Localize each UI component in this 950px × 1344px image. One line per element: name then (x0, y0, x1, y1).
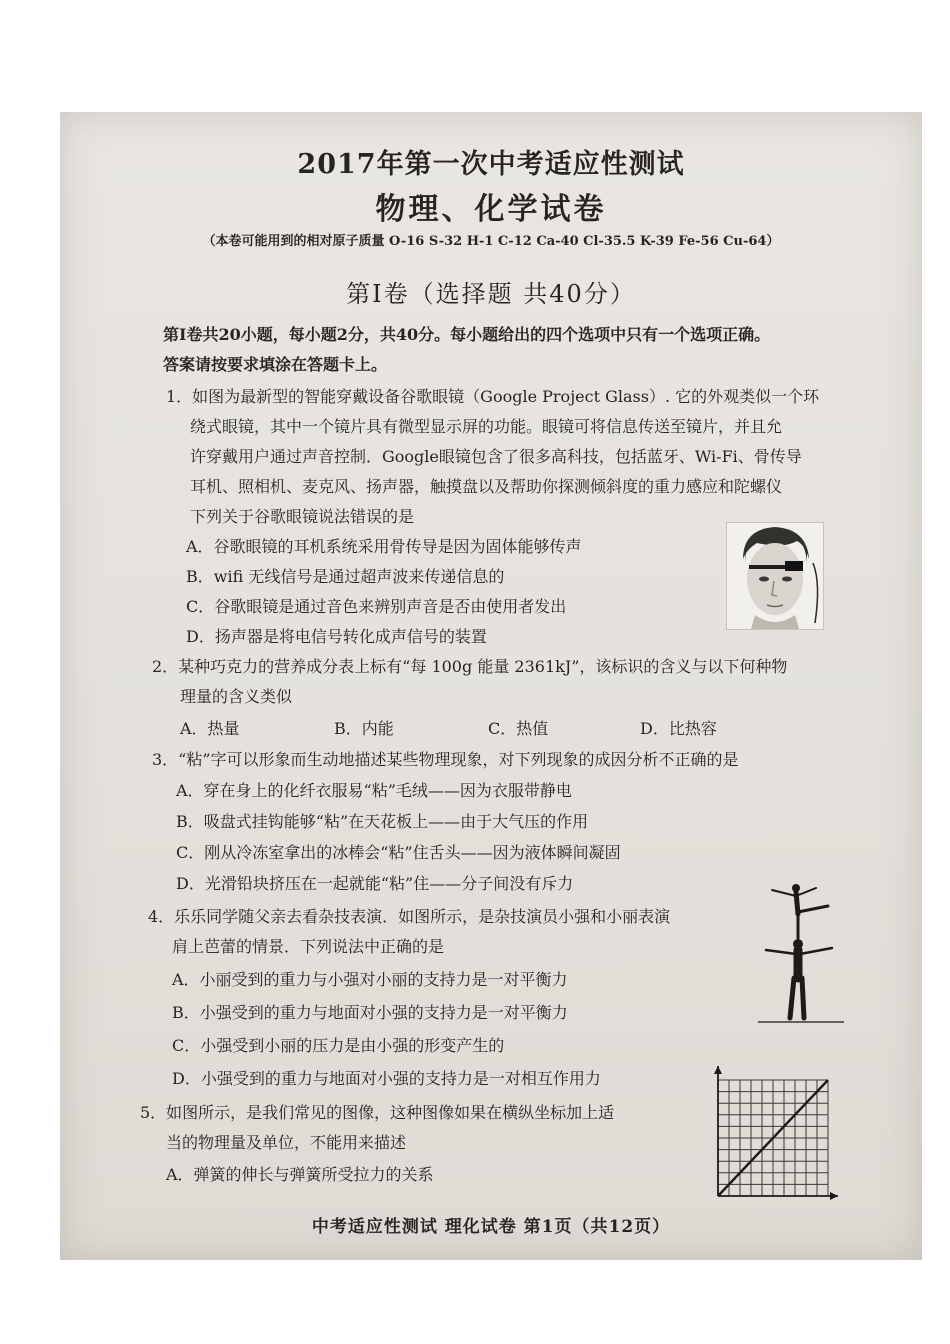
q3-stem: 3．“粘”字可以形象而生动地描述某些物理现象，对下列现象的成因分析不正确的是 (152, 750, 739, 769)
q4-option-a: A．小丽受到的重力与小强对小丽的支持力是一对平衡力 (172, 970, 568, 989)
q1-option-b: B．wifi 无线信号是通过超声波来传递信息的 (186, 567, 505, 586)
q1-stem-line: 下列关于谷歌眼镜说法错误的是 (190, 507, 415, 526)
page-footer: 中考适应性测试 理化试卷 第1页（共12页） (311, 1217, 671, 1237)
part-heading: 第Ⅰ卷（选择题 共40分） (346, 280, 636, 308)
q5-stem-line: 5．如图所示，是我们常见的图像，这种图像如果在横纵坐标加上适 (140, 1103, 615, 1122)
q4-option-c: C．小强受到小丽的压力是由小强的形变产生的 (172, 1036, 505, 1055)
q5-option-a: A．弹簧的伸长与弹簧所受拉力的关系 (166, 1165, 434, 1184)
q2-stem-line: 理量的含义类似 (180, 687, 293, 706)
q4-option-d: D．小强受到的重力与地面对小强的支持力是一对相互作用力 (172, 1069, 601, 1088)
q5-stem-line: 当的物理量及单位，不能用来描述 (166, 1133, 407, 1152)
exam-paper (60, 112, 922, 1260)
q4-stem-line: 肩上芭蕾的情景．下列说法中正确的是 (172, 937, 445, 956)
q3-option-b: B．吸盘式挂钩能够“粘”在天花板上——由于大气压的作用 (176, 812, 589, 831)
exam-subtitle: 物理、化学试卷 (375, 192, 607, 227)
google-glass-photo (726, 522, 824, 630)
q1-option-c: C．谷歌眼镜是通过音色来辨别声音是否由使用者发出 (186, 597, 567, 616)
q2-stem-line: 2．某种巧克力的营养成分表上标有“每 100g 能量 2361kJ”，该标识的含义与以下何种物 (152, 657, 788, 676)
q1-stem-line: 耳机、照相机、麦克风、扬声器，触摸盘以及帮助你探测倾斜度的重力感应和陀螺仪 (190, 477, 783, 496)
q1-option-d: D．扬声器是将电信号转化成声信号的装置 (186, 627, 487, 646)
acrobats-illustration (758, 880, 848, 1028)
instruction-line: 第Ⅰ卷共20小题，每小题2分，共40分。每小题给出的四个选项中只有一个选项正确。 (163, 325, 771, 344)
q1-stem-line: 绕式眼镜，其中一个镜片具有微型显示屏的功能。眼镜可将信息传送至镜片，并且允 (190, 417, 783, 436)
q3-option-c: C．刚从冷冻室拿出的冰棒会“粘”住舌头——因为液体瞬间凝固 (176, 843, 621, 862)
q4-option-b: B．小强受到的重力与地面对小强的支持力是一对平衡力 (172, 1003, 568, 1022)
exam-title: 2017年第一次中考适应性测试 (297, 149, 685, 180)
q2-option-a: A．热量 (180, 719, 240, 738)
instruction-line: 答案请按要求填涂在答题卡上。 (163, 355, 388, 374)
q1-option-a: A．谷歌眼镜的耳机系统采用骨传导是因为固体能够传声 (186, 537, 582, 556)
q2-option-d: D．比热容 (640, 719, 717, 738)
q1-stem-line: 许穿戴用户通过声音控制．Google眼镜包含了很多高科技，包括蓝牙、Wi-Fi、骨传导 (190, 447, 802, 466)
q2-option-c: C．热值 (488, 719, 549, 738)
linear-graph-figure (710, 1062, 842, 1204)
q3-option-a: A．穿在身上的化纤衣服易“粘”毛绒——因为衣服带静电 (176, 781, 572, 800)
q4-stem-line: 4．乐乐同学随父亲去看杂技表演．如图所示，是杂技演员小强和小丽表演 (148, 907, 671, 926)
q3-option-d: D．光滑铅块挤压在一起就能“粘”住——分子间没有斥力 (176, 874, 574, 893)
atomic-mass-note: （本卷可能用到的相对原子质量 O-16 S-32 H-1 C-12 Ca-40 Cl-35.5 K-39 Fe-56 Cu-64） (202, 234, 780, 249)
q2-option-b: B．内能 (334, 719, 394, 738)
q1-stem-line: 1．如图为最新型的智能穿戴设备谷歌眼镜（Google Project Glass）. 它的外观类似一个环 (166, 387, 820, 406)
